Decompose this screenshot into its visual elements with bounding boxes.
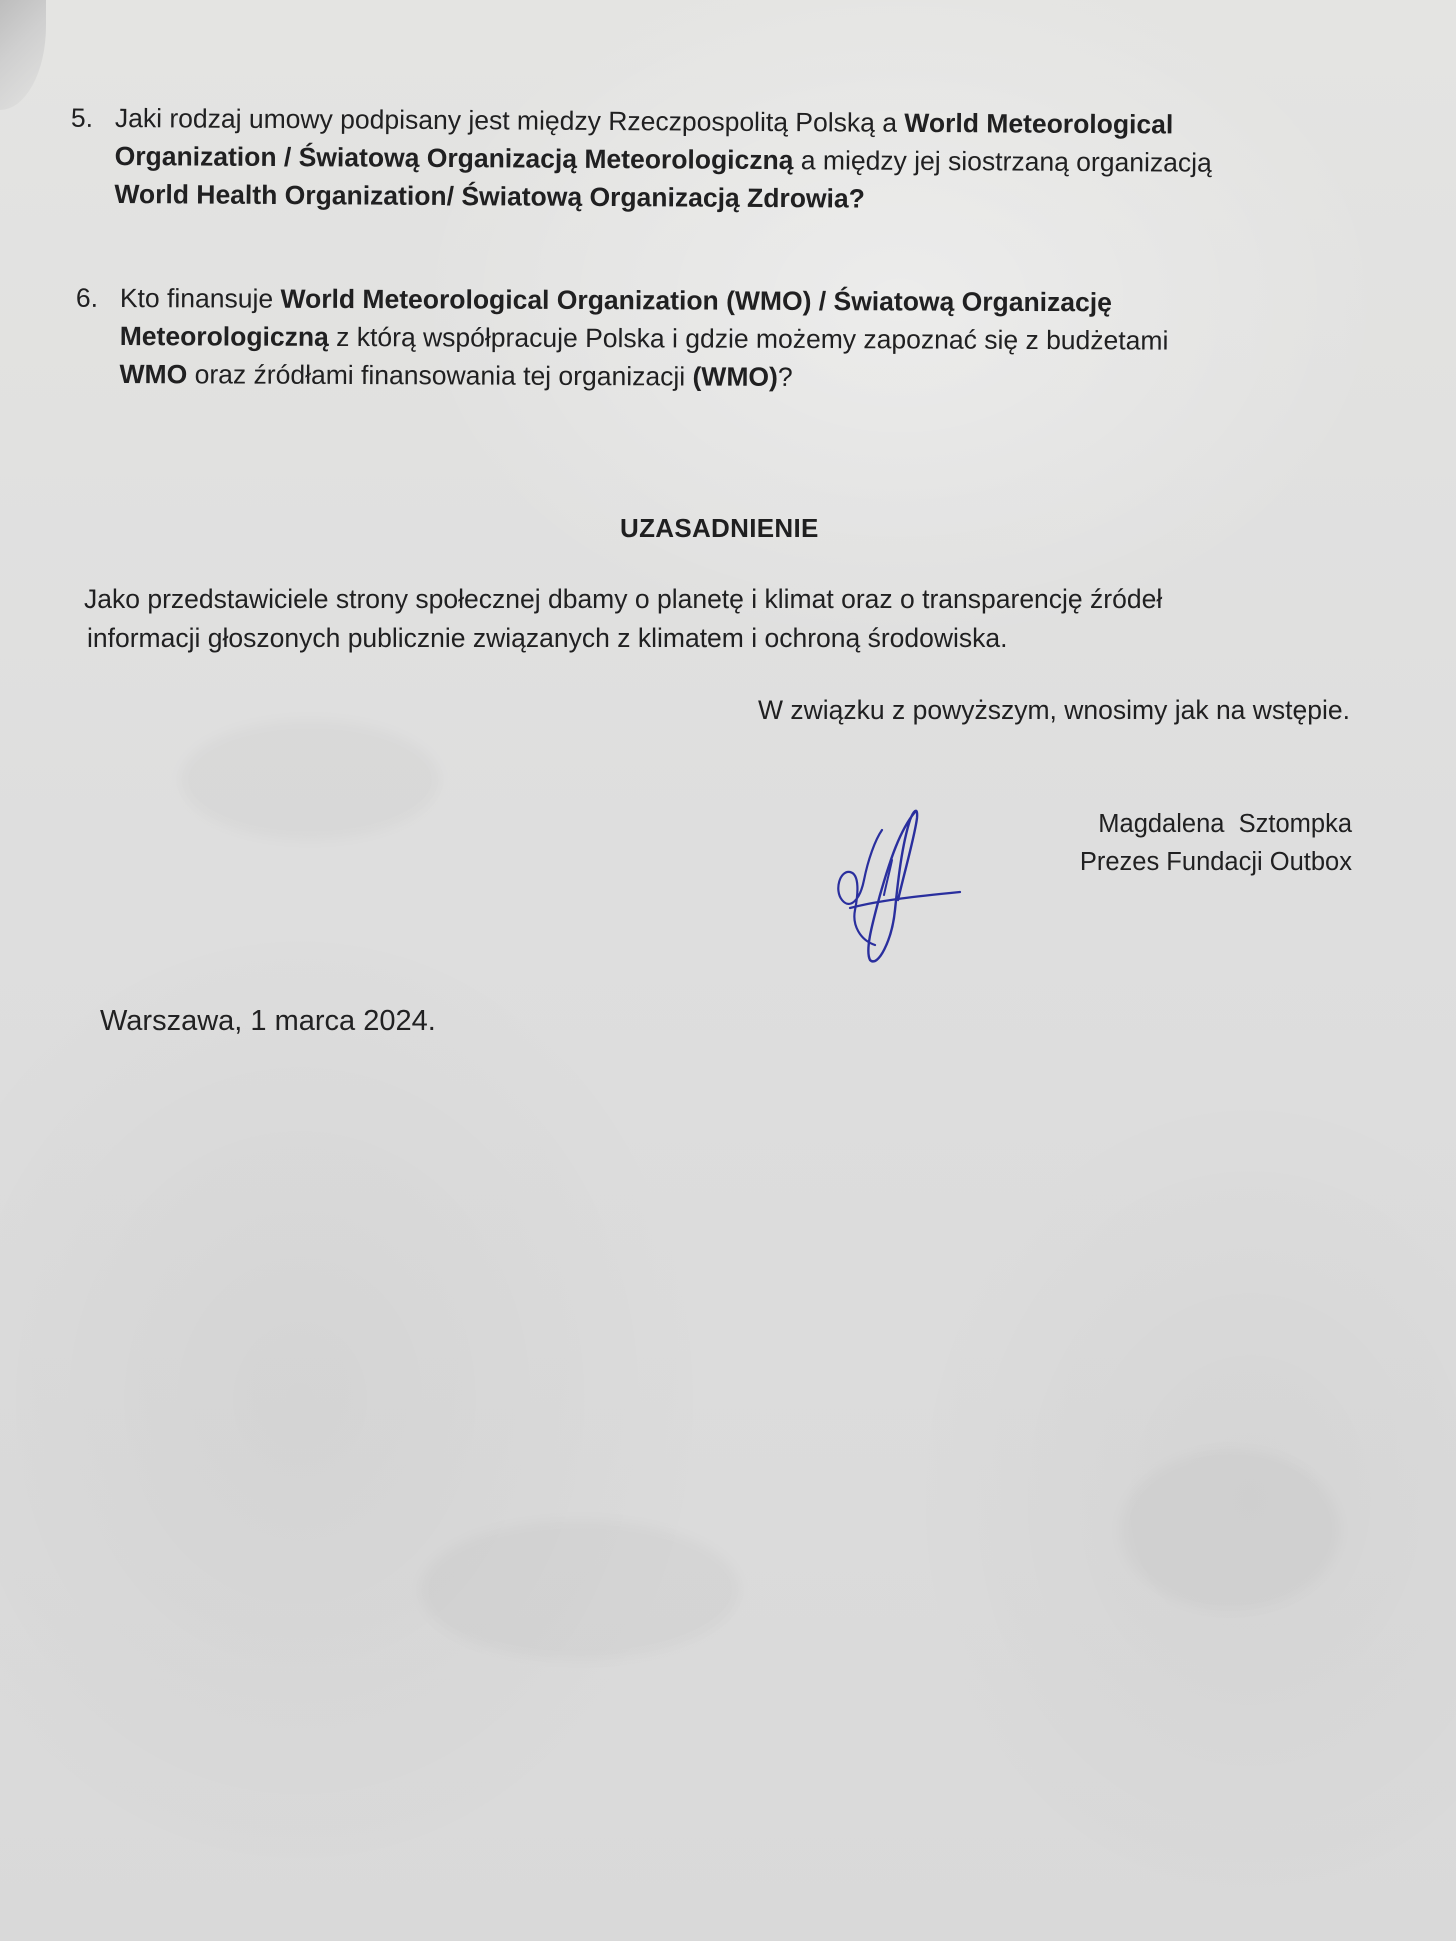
question-text-fragment: Kto finansuje [119,282,281,314]
question-text-fragment-bold: (WMO) [692,361,778,392]
question-text-fragment-bold: World Meteorological Organization (WMO) / Światową Organizację [280,283,1112,318]
question-number: 5. [70,102,94,133]
question-line [120,317,1330,360]
question-text-fragment-bold: Organization / Światową Organizacją Meteorologiczną [114,140,794,176]
question-number: 6. [75,282,99,313]
handwritten-signature [820,800,970,970]
justification-heading: UZASADNIENIE [620,513,819,543]
question-text-fragment: oraz źródłami finansowania tej organizacji [187,359,693,392]
paper-crease [180,720,440,840]
question-line [120,355,1330,398]
place-and-date: Warszawa, 1 marca 2024. [100,1005,436,1037]
page-corner-shadow [0,0,46,110]
signatory-name: Magdalena Sztompka [1098,810,1352,838]
question-text-fragment-bold: Meteorologiczną [119,320,329,352]
paragraph-line: Jako przedstawiciele strony społecznej dbamy o planetę i klimat oraz o transparencję źródeł [84,584,1163,614]
question-text-fragment-bold: World Health Organization/ Światową Organizacją Zdrowia? [114,178,865,214]
paper-crease [1120,1450,1340,1610]
justification-paragraph [84,580,1162,658]
question-text-fragment: a między jej siostrzaną organizacją [793,145,1212,178]
conclusion-line: W związku z powyższym, wnosimy jak na wstępie. [758,695,1350,725]
question-text-fragment-bold: WMO [119,358,188,390]
question-line [120,279,1330,322]
paper-crease [420,1520,740,1660]
question-5 [70,99,1345,221]
question-text-fragment: Jaki rodzaj umowy podpisany jest między Rzeczpospolitą Polską a [114,102,905,138]
question-text-fragment-bold: World Meteorological [904,107,1174,140]
question-6 [75,279,1330,398]
signatory-title: Prezes Fundacji Outbox [1079,848,1352,876]
question-text-fragment: z którą współpracuje Polska i gdzie możemy zapoznać się z budżetami [328,321,1169,356]
paragraph-line: informacji głoszonych publicznie związanych z klimatem i ochroną środowiska. [87,623,1008,653]
signatory-block [1080,805,1352,881]
question-line [114,175,1344,221]
question-text-fragment: ? [777,361,793,392]
